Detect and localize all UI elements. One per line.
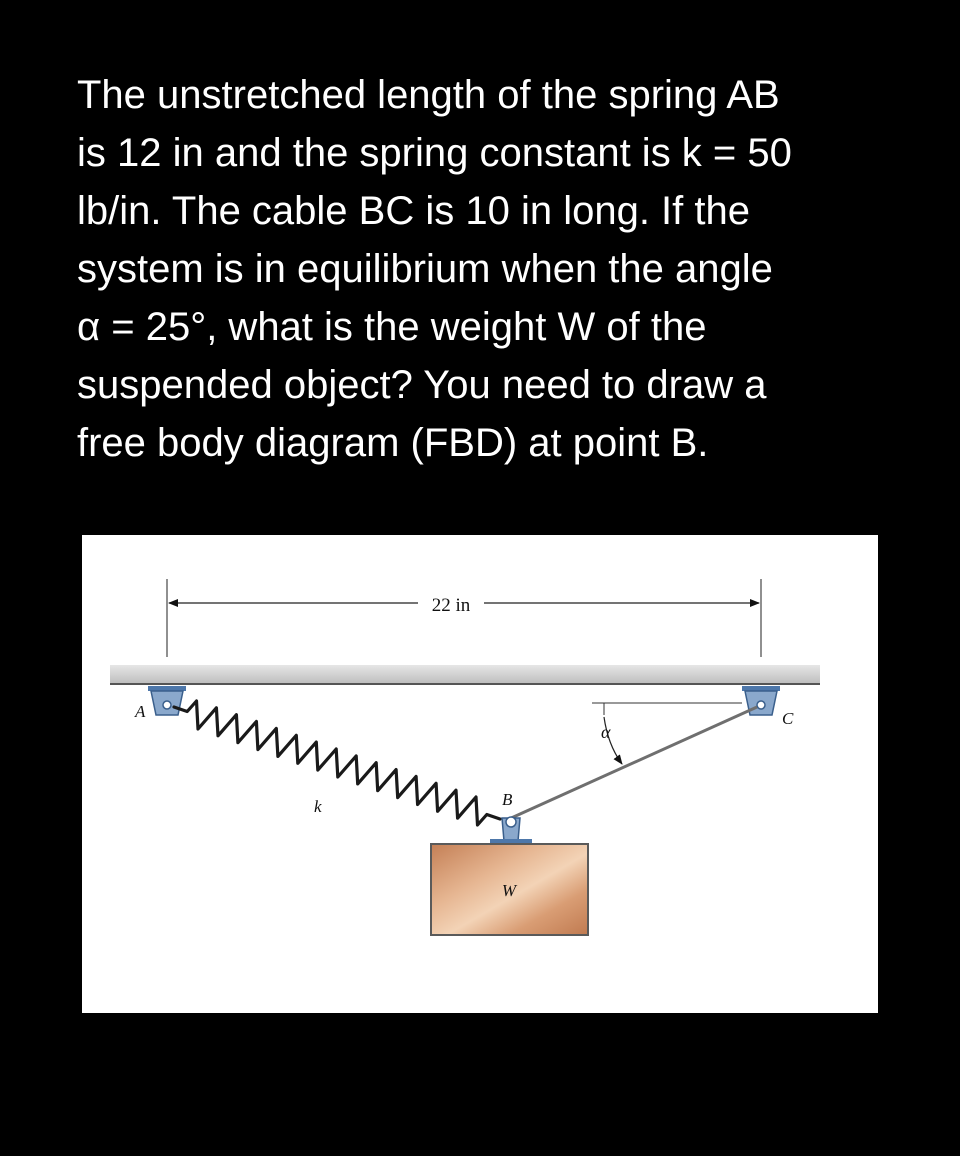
spring-ab [174, 701, 500, 825]
label-point-b: B [502, 790, 513, 809]
ring-b-icon [490, 817, 532, 845]
problem-line-6: suspended object? You need to draw a [77, 363, 767, 407]
label-point-c: C [782, 709, 794, 728]
problem-line-4: system is in equilibrium when the angle [77, 247, 773, 291]
problem-line-2: is 12 in and the spring constant is k = 50 [77, 131, 792, 175]
problem-line-3: lb/in. The cable BC is 10 in long. If the [77, 189, 750, 233]
cable-bc [509, 707, 757, 819]
statics-diagram [82, 535, 878, 1013]
dimension-22in [167, 579, 761, 657]
problem-line-1: The unstretched length of the spring AB [77, 73, 780, 117]
label-spring-k: k [314, 797, 322, 816]
dimension-label: 22 in [431, 595, 471, 616]
label-point-a: A [135, 702, 146, 721]
weight-label: W [501, 881, 517, 900]
problem-line-5: α = 25°, what is the weight W of the [77, 305, 707, 349]
problem-statement [77, 66, 917, 472]
angle-alpha-indicator [592, 703, 742, 764]
figure-panel [82, 535, 878, 1013]
problem-line-7: free body diagram (FBD) at point B. [77, 421, 709, 465]
weight-block [431, 844, 588, 935]
angle-label: α [601, 722, 611, 742]
ceiling [110, 665, 820, 684]
